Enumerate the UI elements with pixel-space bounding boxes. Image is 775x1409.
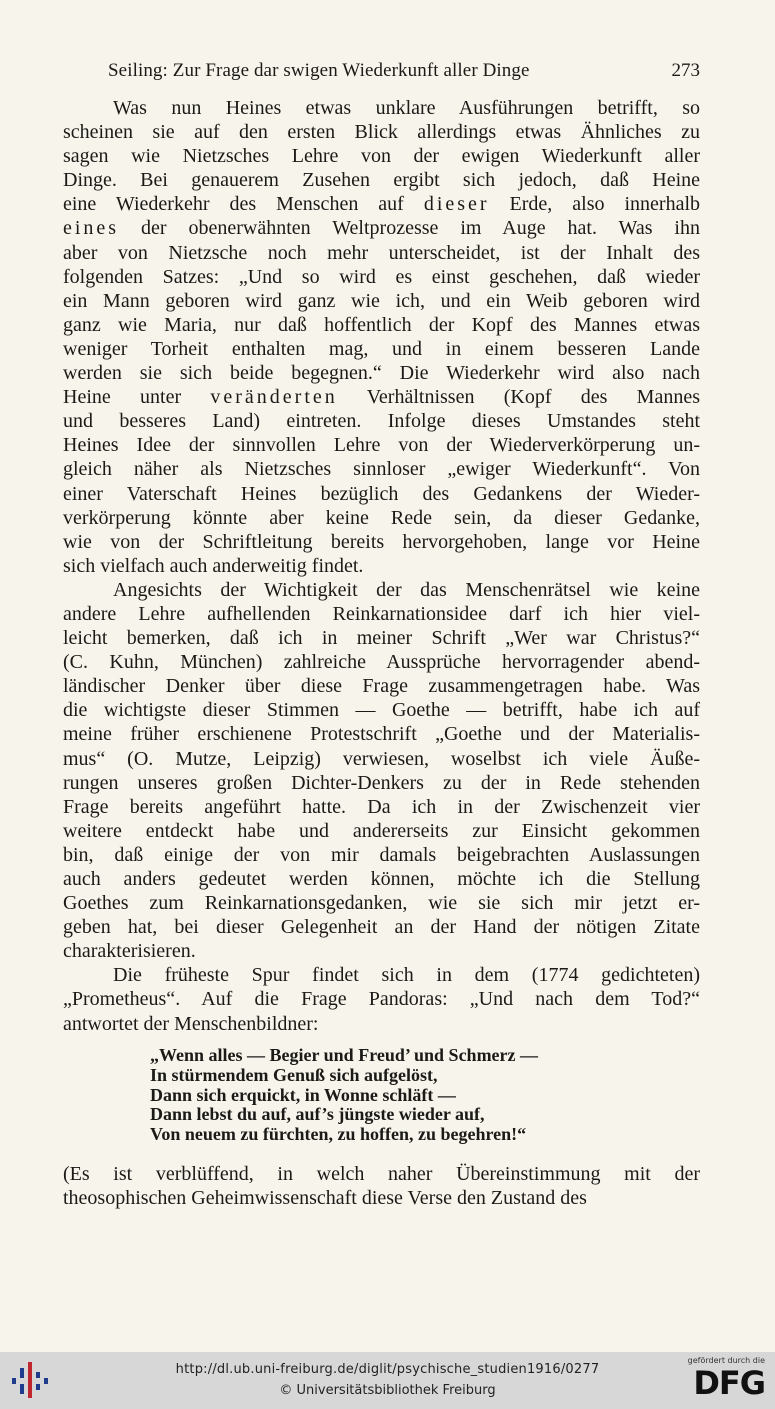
text-line: sich vielfach auch anderweitig findet.: [63, 554, 364, 577]
text-segment: eine Wiederkehr des Menschen auf: [63, 193, 424, 216]
text-line: [63, 385, 700, 409]
text-line: Dinge. Bei genauerem Zusehen ergibt sich jedoch, daß Heine: [63, 169, 700, 192]
text-line: rungen unseres großen Dichter-Denkers zu der in Rede stehenden: [63, 771, 700, 794]
text-line: charakterisieren.: [63, 940, 196, 963]
text-line: sagen wie Nietzsches Lehre von der ewigen Wiederkunft aller: [63, 145, 700, 168]
text-line: gleich näher als Nietzsches sinnloser „ewiger Wiederkunft“. Von: [63, 458, 700, 481]
spaced-emphasis: eines: [63, 217, 120, 240]
paragraph-3: [63, 963, 700, 1035]
text-line: geben hat, bei dieser Gelegenheit an der Hand der nötigen Zitate: [63, 916, 700, 939]
text-line: Was nun Heines etwas unklare Ausführungen betrifft, so: [113, 97, 700, 119]
text-line: Goethes zum Reinkarnationsgedanken, wie sie sich mir jetzt er-: [63, 892, 700, 915]
text-line: Frage bereits angeführt hatte. Da ich in der Zwischenzeit vier: [63, 795, 700, 818]
text-line: theosophischen Geheimwissenschaft diese Verse den Zustand des: [63, 1187, 587, 1210]
paragraph-1: [63, 96, 700, 578]
text-line: (Es ist verblüffend, in welch naher Übereinstimmung mit der: [63, 1163, 700, 1185]
text-line: Heines Idee der sinnvollen Lehre von der Wiederverkörperung un-: [63, 434, 700, 457]
text-segment: der obenerwähnten Weltprozesse im Auge hat. Was ihn: [119, 217, 700, 240]
text-line: leicht bemerken, daß ich in meiner Schrift „Wer war Christus?“: [63, 627, 700, 650]
article-body: [63, 96, 700, 1036]
text-line: andere Lehre aufhellenden Reinkarnationsidee darf ich hier viel-: [63, 602, 700, 625]
text-line: einer Vaterschaft Heines bezüglich des Gedankens der Wieder-: [63, 482, 700, 505]
text-line: auch anders gedeutet werden können, möchte ich die Stellung: [63, 868, 700, 890]
spaced-emphasis: dieser: [423, 193, 490, 216]
footer-bar: [0, 1352, 775, 1409]
text-line: antwortet der Menschenbildner:: [63, 1012, 319, 1035]
text-line: meine früher erschienene Protestschrift „Goethe und der Materialis-: [63, 723, 700, 746]
text-line: weitere entdeckt habe und andererseits zur Einsicht gekommen: [63, 819, 700, 842]
text-line: scheinen sie auf den ersten Blick allerdings etwas Ähnliches zu: [63, 121, 700, 144]
poem-line: Dann sich erquickt, in Wonne schläft —: [150, 1084, 456, 1105]
text-line: die wichtigste dieser Stimmen — Goethe — betrifft, habe ich auf: [63, 699, 700, 722]
running-title: Seiling: Zur Frage dar swigen Wiederkunft aller Dinge: [108, 60, 530, 81]
running-header: [108, 58, 700, 84]
text-line: [63, 216, 700, 240]
text-line: wie von der Schriftleitung bereits hervorgehoben, lange vor Heine: [63, 530, 700, 553]
text-segment: Verhältnissen (Kopf des Mannes: [337, 386, 700, 409]
dfg-wordmark: DFG: [693, 1364, 765, 1402]
page-number: 273: [671, 60, 700, 81]
paragraph-4: [63, 1162, 700, 1210]
text-line: Die früheste Spur findet sich in dem (1774 gedichteten): [113, 964, 700, 987]
text-line: ländischer Denker über diese Frage zusammengetragen habe. Was: [63, 675, 700, 698]
text-segment: Erde, also innerhalb: [489, 193, 700, 216]
copyright-text: © Universitätsbibliothek Freiburg: [279, 1383, 496, 1398]
text-line: Angesichts der Wichtigkeit der das Menschenrätsel wie keine: [113, 578, 700, 601]
text-line: weniger Torheit enthalten mag, und in einem besseren Lande: [63, 337, 700, 360]
text-line: mus“ (O. Mutze, Leipzig) verwiesen, woselbst ich viele Äuße-: [63, 747, 700, 770]
page-url-link[interactable]: http://dl.ub.uni-freiburg.de/diglit/psychische_studien1916/0277: [175, 1362, 600, 1377]
text-line: [63, 192, 700, 216]
text-line: und besseres Land) eintreten. Infolge dieses Umstandes steht: [63, 410, 700, 433]
poem-line: In stürmendem Genuß sich aufgelöst,: [150, 1064, 438, 1085]
text-line: verkörperung könnte aber keine Rede sein, da dieser Gedanke,: [63, 506, 700, 529]
text-segment: Heine unter: [63, 386, 211, 409]
text-line: folgenden Satzes: „Und so wird es einst geschehen, daß wieder: [63, 265, 700, 288]
text-line: ganz wie Maria, nur daß hoffentlich der Kopf des Mannes etwas: [63, 313, 700, 336]
poem-quotation: [150, 1046, 670, 1145]
text-line: bin, daß einige der von mir damals beigebrachten Auslassungen: [63, 843, 700, 866]
spaced-emphasis: veränderten: [210, 386, 338, 409]
poem-line: Dann lebst du auf, auf’s jüngste wieder auf,: [150, 1104, 485, 1125]
poem-line: „Wenn alles — Begier und Freud’ und Schmerz —: [150, 1045, 539, 1065]
text-line: „Prometheus“. Auf die Frage Pandoras: „Und nach dem Tod?“: [63, 988, 700, 1011]
paragraph-2: [63, 578, 700, 964]
text-line: aber von Nietzsche noch mehr unterscheidet, ist der Inhalt des: [63, 241, 700, 264]
text-line: werden sie sich beide begegnen.“ Die Wiederkehr wird also nach: [63, 362, 700, 385]
dfg-logo: [685, 1356, 765, 1406]
text-line: (C. Kuhn, München) zahlreiche Aussprüche hervorragender abend-: [63, 651, 700, 674]
text-line: ein Mann geboren wird ganz wie ich, und ein Weib geboren wird: [63, 289, 700, 312]
dfg-caption: gefördert durch die: [687, 1356, 765, 1365]
poem-line: Von neuem zu fürchten, zu hoffen, zu begehren!“: [150, 1124, 527, 1145]
